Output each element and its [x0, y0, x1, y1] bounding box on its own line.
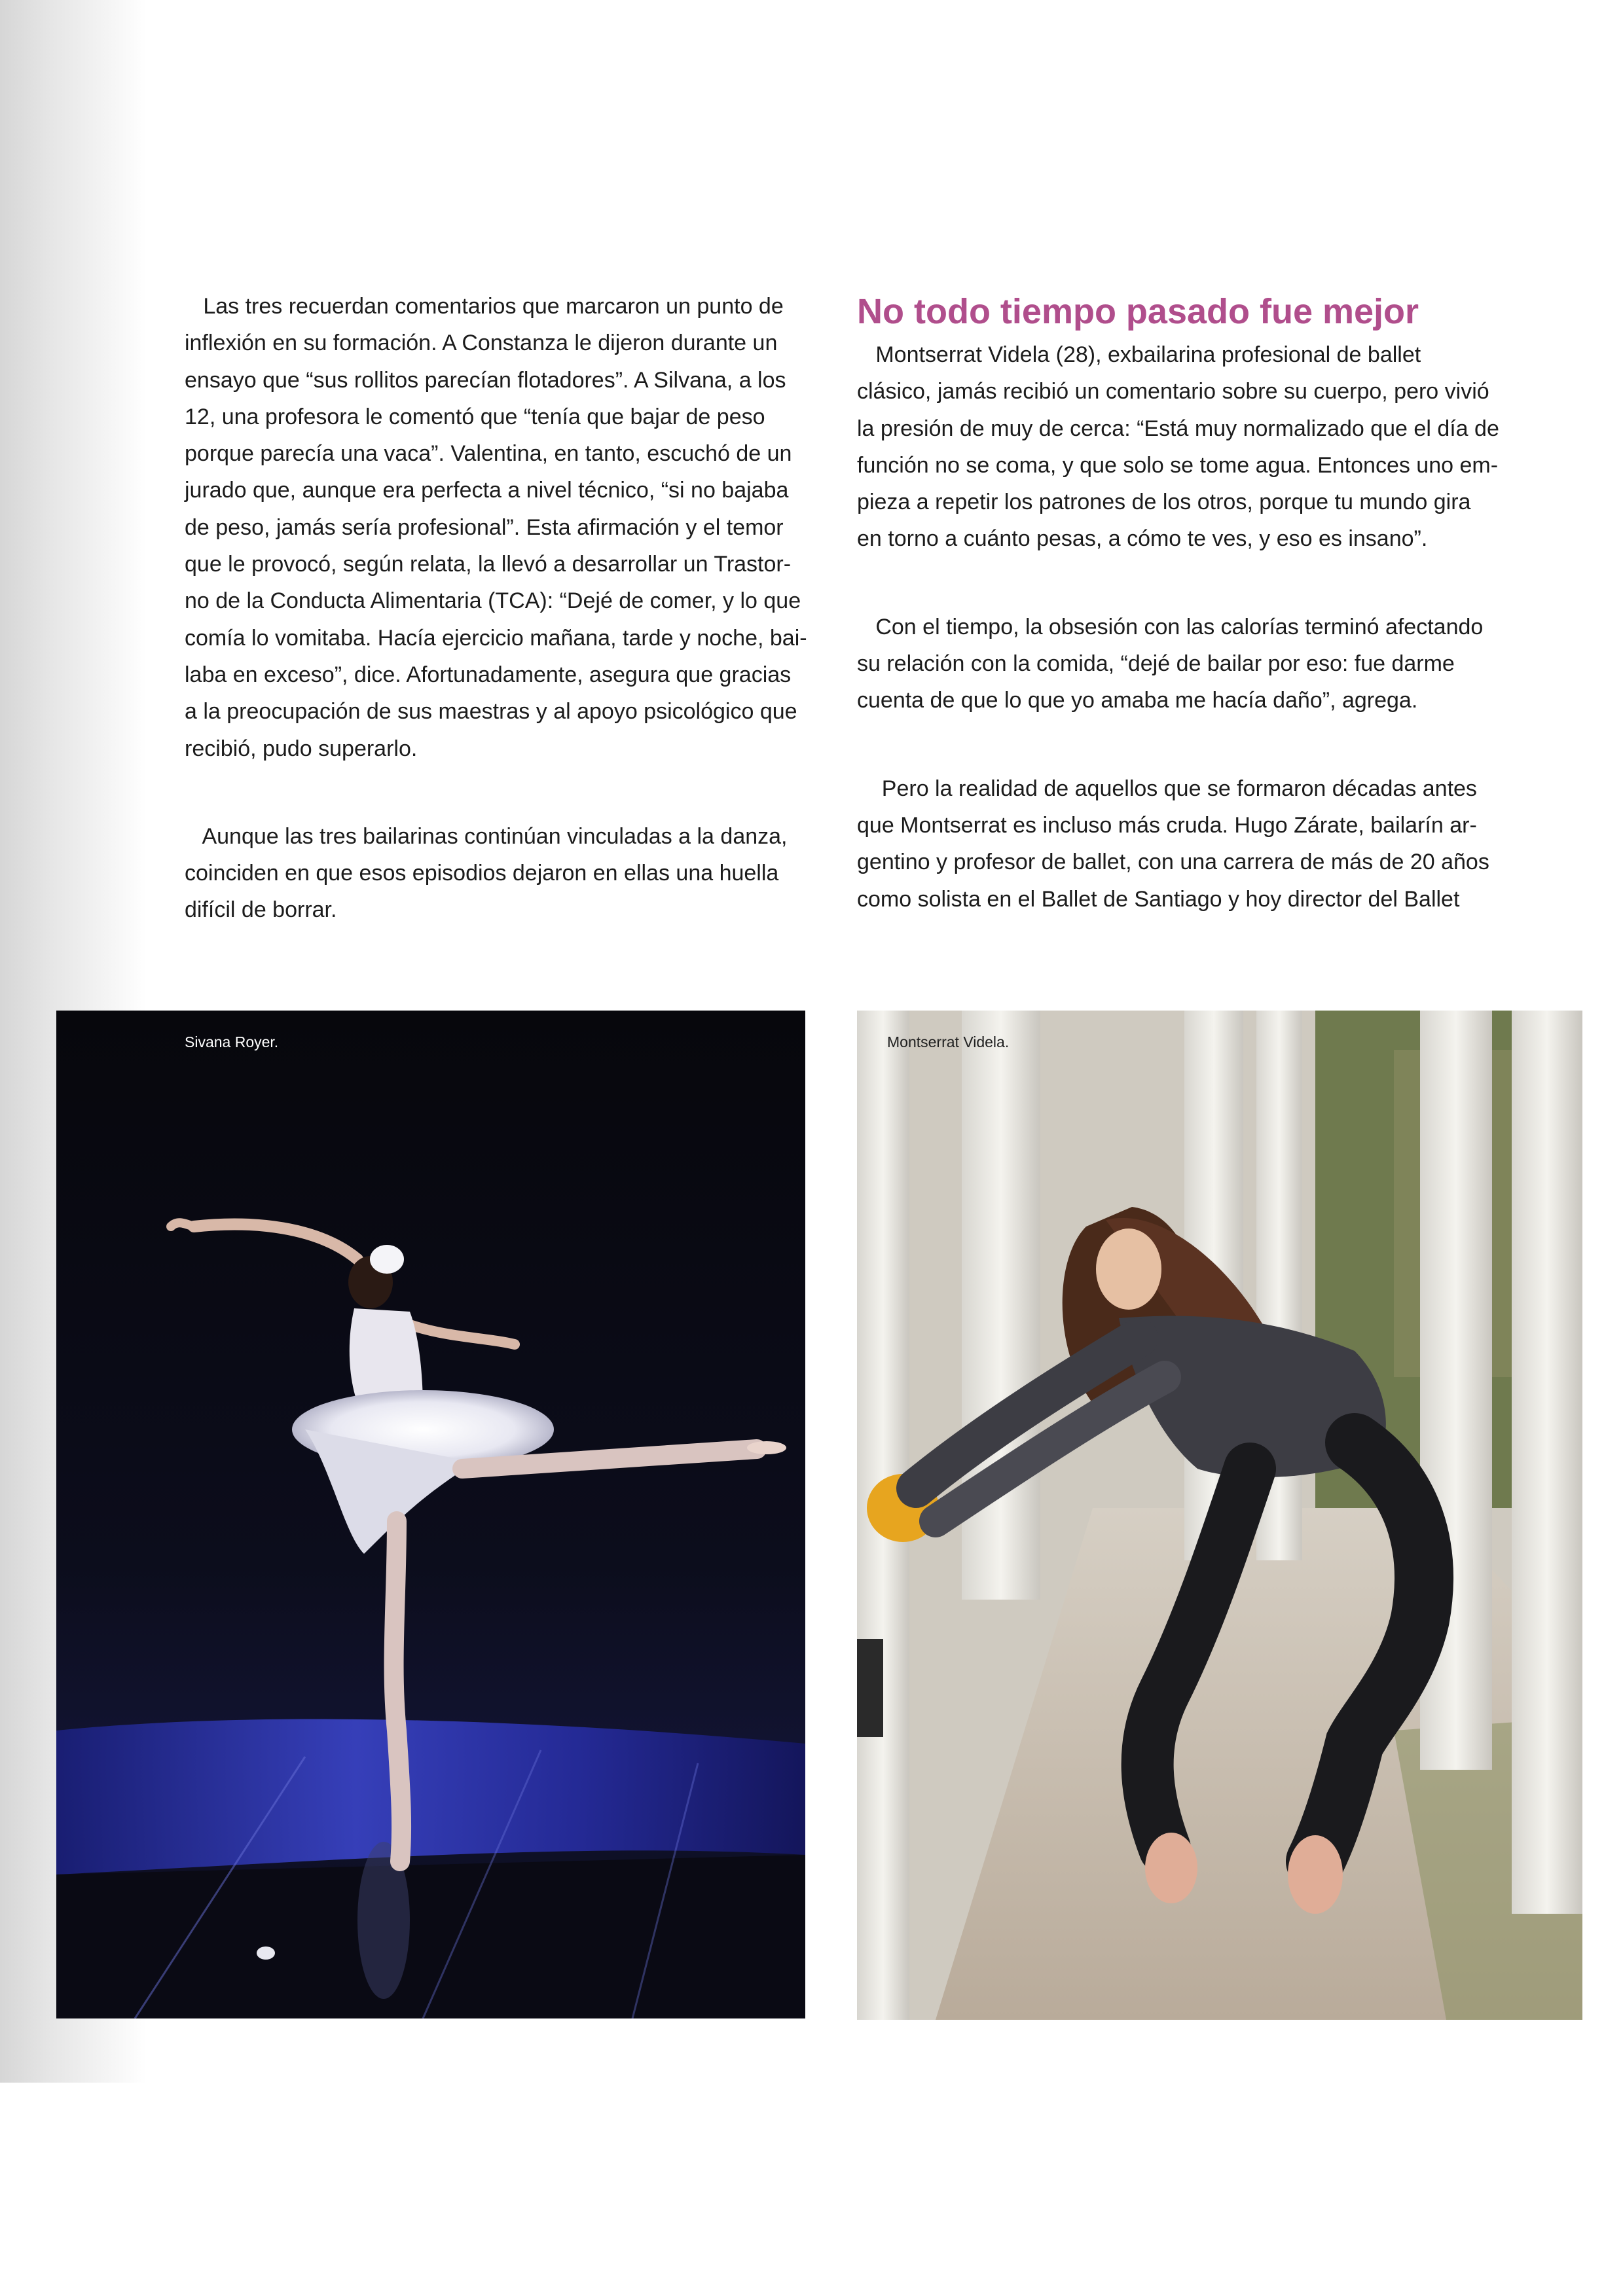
right-paragraph-3: [857, 770, 1489, 918]
text-line: no de la Conducta Alimentaria (TCA): “Dejé de comer, y lo que: [185, 588, 801, 614]
left-paragraph-1: [185, 288, 807, 767]
text-line: difícil de borrar.: [185, 897, 337, 923]
text-line: clásico, jamás recibió un comentario sobre su cuerpo, pero vivió: [857, 379, 1489, 404]
text-line: comía lo vomitaba. Hacía ejercicio mañana, tarde y noche, bai-: [185, 625, 807, 651]
text-line: que Montserrat es incluso más cruda. Hugo Zárate, bailarín ar-: [857, 812, 1477, 838]
text-line: Con el tiempo, la obsesión con las calorías terminó afectando: [857, 614, 1484, 639]
right-paragraph-2: [857, 609, 1486, 719]
text-line: Pero la realidad de aquellos que se formaron décadas antes: [857, 776, 1477, 801]
text-line: como solista en el Ballet de Santiago y hoy director del Ballet: [857, 886, 1460, 912]
left-text-column: [185, 288, 807, 929]
text-line: porque parecía una vaca”. Valentina, en tanto, escuchó de un: [185, 441, 792, 467]
photo-ballerina-stage: [56, 1011, 805, 2018]
section-heading: No todo tiempo pasado fue mejor: [857, 292, 1419, 331]
stage-photo-illustration: [56, 1011, 805, 2018]
text-line: de peso, jamás sería profesional”. Esta afirmación y el temor: [185, 514, 784, 540]
text-line: Aunque las tres bailarinas continúan vinculadas a la danza,: [185, 823, 788, 849]
text-line: jurado que, aunque era perfecta a nivel técnico, “si no bajaba: [185, 478, 789, 503]
paragraph-gap: [857, 558, 1486, 609]
photo-caption-right: Montserrat Videla.: [887, 1033, 1010, 1050]
text-line: Montserrat Videla (28), exbailarina profesional de ballet: [857, 342, 1421, 367]
right-text-column: [857, 288, 1499, 918]
photo-dancer-outdoor: [857, 1011, 1582, 2020]
text-line: recibió, pudo superarlo.: [185, 736, 418, 761]
text-line: ensayo que “sus rollitos parecían flotadores”. A Silvana, a los: [185, 367, 786, 393]
outdoor-photo-illustration: [857, 1011, 1582, 2020]
text-line: su relación con la comida, “dejé de bailar por eso: fue darme: [857, 651, 1455, 677]
text-line: la presión de muy de cerca: “Está muy normalizado que el día de: [857, 416, 1499, 441]
text-line: coinciden en que esos episodios dejaron en ellas una huella: [185, 861, 779, 886]
text-line: a la preocupación de sus maestras y al apoyo psicológico que: [185, 699, 797, 725]
text-line: cuenta de que lo que yo amaba me hacía daño”, agrega.: [857, 688, 1418, 713]
text-line: Las tres recuerdan comentarios que marcaron un punto de: [185, 294, 784, 319]
text-line: 12, una profesora le comentó que “tenía que bajar de peso: [185, 404, 765, 429]
photo-caption-left: Sivana Royer.: [185, 1033, 279, 1050]
text-line: pieza a repetir los patrones de los otros, porque tu mundo gira: [857, 490, 1471, 515]
text-line: que le provocó, según relata, la llevó a desarrollar un Trastor-: [185, 552, 792, 577]
text-line: gentino y profesor de ballet, con una carrera de más de 20 años: [857, 850, 1489, 875]
right-paragraph-1: [857, 336, 1499, 558]
text-line: función no se coma, y que solo se tome agua. Entonces uno em-: [857, 452, 1499, 478]
text-line: laba en exceso”, dice. Afortunadamente, asegura que gracias: [185, 662, 792, 687]
text-line: en torno a cuánto pesas, a cómo te ves, y eso es insano”.: [857, 526, 1428, 552]
text-line: inflexión en su formación. A Constanza le dijeron durante un: [185, 331, 778, 356]
paragraph-gap: [185, 767, 797, 818]
paragraph-gap: [857, 719, 1486, 770]
left-paragraph-2: [185, 818, 797, 929]
